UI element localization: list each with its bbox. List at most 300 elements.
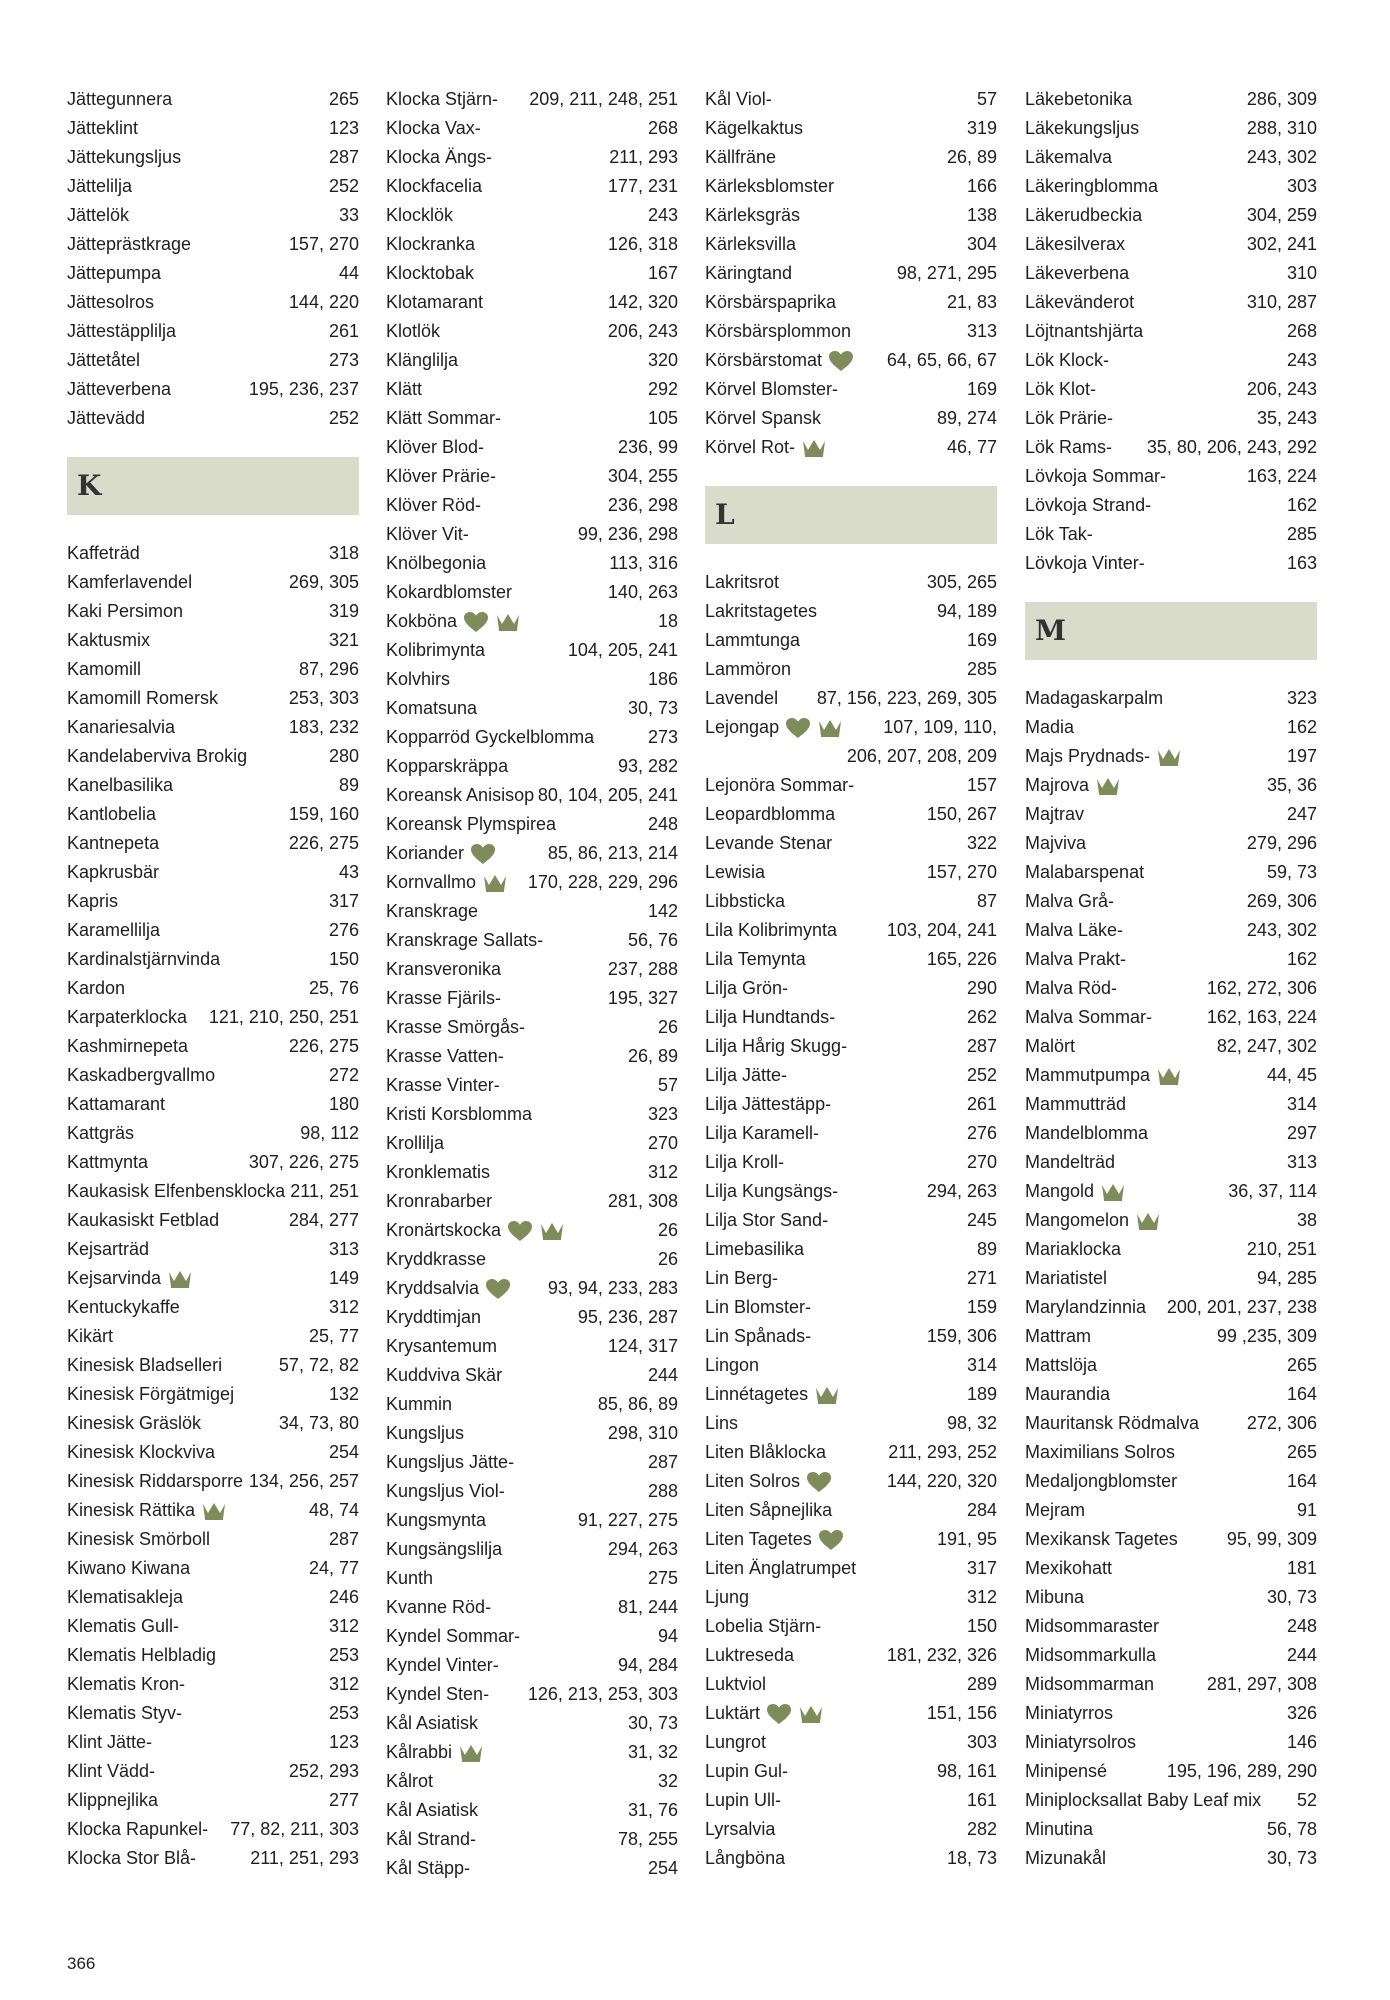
entry-pages: 35, 36 — [1266, 775, 1317, 795]
index-entry — [386, 868, 678, 897]
entry-name: Kaki Persimon — [67, 601, 184, 621]
entry-pages: 297 — [1286, 1123, 1317, 1143]
index-entry — [1025, 945, 1317, 974]
entry-name-group — [705, 346, 854, 375]
index-entry — [67, 1699, 359, 1728]
entry-name-group — [705, 655, 791, 684]
entry-pages: 169 — [966, 379, 997, 399]
index-entry — [705, 1728, 997, 1757]
entry-pages: 195, 196, 289, 290 — [1166, 1761, 1317, 1781]
index-entry — [1025, 1554, 1317, 1583]
entry-name-group — [705, 1380, 840, 1409]
entry-name: Lin Spånads- — [705, 1326, 812, 1346]
section-letter-heading — [705, 486, 997, 544]
entry-name-group — [386, 1419, 464, 1448]
entry-pages: 286, 309 — [1246, 89, 1317, 109]
entry-name-group — [705, 713, 843, 742]
entry-name: Klockfacelia — [386, 176, 483, 196]
entry-name-group — [67, 1815, 208, 1844]
entry-name-group — [705, 945, 806, 974]
entry-pages: 243, 302 — [1246, 147, 1317, 167]
index-entry — [1025, 1090, 1317, 1119]
entry-pages: 252 — [328, 408, 359, 428]
index-entry — [386, 926, 678, 955]
index-column-3 — [705, 85, 997, 1873]
entry-pages: 57 — [976, 89, 997, 109]
entry-name-group — [386, 1042, 504, 1071]
entry-name: Malabarspenat — [1025, 862, 1145, 882]
entry-name: Malört — [1025, 1036, 1076, 1056]
entry-name: Libbsticka — [705, 891, 786, 911]
entry-name-group — [1025, 404, 1113, 433]
entry-pages: 321 — [328, 630, 359, 650]
entry-name-group — [386, 114, 481, 143]
entry-pages: 57, 72, 82 — [278, 1355, 359, 1375]
entry-name-group — [67, 404, 145, 433]
entry-pages: 243 — [647, 205, 678, 225]
entry-name: Klocka Rapunkel- — [67, 1819, 209, 1839]
entry-name-group — [386, 375, 422, 404]
index-entry — [67, 288, 359, 317]
index-entry — [386, 1593, 678, 1622]
entry-pages: 44, 45 — [1266, 1065, 1317, 1085]
entry-pages: 200, 201, 237, 238 — [1166, 1297, 1317, 1317]
entry-pages: 24, 77 — [308, 1558, 359, 1578]
entry-pages: 248 — [647, 814, 678, 834]
index-entry — [386, 259, 678, 288]
index-entry — [67, 1757, 359, 1786]
index-entry — [705, 259, 997, 288]
index-entry — [67, 375, 359, 404]
entry-name: Långböna — [705, 1848, 786, 1868]
index-entry — [705, 1583, 997, 1612]
entry-name-group — [386, 1013, 525, 1042]
heart-icon — [507, 1220, 533, 1242]
entry-name: Mibuna — [1025, 1587, 1085, 1607]
entry-pages: 26, 89 — [946, 147, 997, 167]
entry-pages: 211, 251 — [290, 1181, 359, 1201]
entry-name-group — [705, 1467, 832, 1496]
entry-name-group — [386, 694, 477, 723]
heart-icon — [485, 1278, 511, 1300]
entry-name: Kål Stäpp- — [386, 1858, 471, 1878]
entry-pages: 163, 224 — [1246, 466, 1317, 486]
entry-name-group — [705, 1264, 778, 1293]
entry-icons — [785, 717, 843, 739]
entry-pages: 169 — [966, 630, 997, 650]
index-entry — [386, 955, 678, 984]
entry-name-group — [386, 1303, 481, 1332]
entry-name: Lilja Jätte- — [705, 1065, 788, 1085]
entry-name: Maurandia — [1025, 1384, 1111, 1404]
entry-name: Källfräne — [705, 147, 777, 167]
entry-name-group — [67, 1090, 165, 1119]
heart-icon — [818, 1529, 844, 1551]
index-entry — [386, 1274, 678, 1303]
entry-pages: 304, 259 — [1246, 205, 1317, 225]
index-entry — [705, 1641, 997, 1670]
entry-name: Lakritsrot — [705, 572, 780, 592]
entry-name-group — [67, 1119, 134, 1148]
entry-pages: 253 — [328, 1703, 359, 1723]
entry-name: Klöver Vit- — [386, 524, 469, 544]
entry-pages: 142, 320 — [607, 292, 678, 312]
entry-name: Miniatyrros — [1025, 1703, 1114, 1723]
entry-name-group — [67, 742, 247, 771]
entry-name: Klint Jätte- — [67, 1732, 153, 1752]
entry-pages: 150, 267 — [926, 804, 997, 824]
entry-name: Limebasilika — [705, 1239, 805, 1259]
entry-name: Lök Klock- — [1025, 350, 1110, 370]
entry-name-group — [705, 800, 835, 829]
index-entry — [386, 1419, 678, 1448]
index-entry — [386, 230, 678, 259]
entry-name: Lilja Hårig Skugg- — [705, 1036, 848, 1056]
entry-name-group — [1025, 1380, 1110, 1409]
entry-pages: 279, 296 — [1246, 833, 1317, 853]
index-entry — [386, 694, 678, 723]
entry-name-group — [67, 1699, 182, 1728]
index-entry — [67, 1003, 359, 1032]
entry-name-group — [386, 1680, 489, 1709]
entry-name-group — [386, 549, 486, 578]
index-entry — [1025, 230, 1317, 259]
entry-name-group — [386, 1158, 490, 1187]
entry-name: Klotamarant — [386, 292, 484, 312]
index-entry — [67, 404, 359, 433]
entry-pages: 164 — [1286, 1471, 1317, 1491]
index-entry — [386, 984, 678, 1013]
index-entry — [67, 1322, 359, 1351]
index-entry — [1025, 85, 1317, 114]
entry-name-group — [386, 520, 469, 549]
index-entry — [1025, 916, 1317, 945]
entry-pages: 161 — [966, 1790, 997, 1810]
entry-name: Krasse Vatten- — [386, 1046, 504, 1066]
entry-name: Lins — [705, 1413, 739, 1433]
entry-icons — [470, 843, 496, 865]
entry-name-group — [67, 1409, 201, 1438]
entry-name: Körsbärspaprika — [705, 292, 837, 312]
entry-name-group — [67, 1177, 285, 1206]
entry-name: Jättepumpa — [67, 263, 162, 283]
entry-pages: 180 — [328, 1094, 359, 1114]
entry-name-group — [386, 201, 453, 230]
entry-pages: 181 — [1286, 1558, 1317, 1578]
entry-name: Läkevänderot — [1025, 292, 1135, 312]
index-entry — [705, 568, 997, 597]
index-entry — [1025, 288, 1317, 317]
entry-name-group — [1025, 713, 1074, 742]
entry-name-group — [705, 1786, 781, 1815]
entry-name: Klätt — [386, 379, 423, 399]
entry-name: Kanariesalvia — [67, 717, 176, 737]
entry-pages: 312 — [647, 1162, 678, 1182]
entry-name: Kopparskräppa — [386, 756, 509, 776]
index-entry — [386, 520, 678, 549]
entry-pages: 276 — [966, 1123, 997, 1143]
entry-name-group — [1025, 742, 1182, 771]
entry-pages: 304 — [966, 234, 997, 254]
entry-pages: 186 — [647, 669, 678, 689]
index-entry — [67, 1409, 359, 1438]
section-letter: M — [1035, 614, 1066, 647]
entry-pages: 26 — [657, 1249, 678, 1269]
index-entry — [67, 201, 359, 230]
entry-name: Klocka Vax- — [386, 118, 481, 138]
entry-name: Läkemalva — [1025, 147, 1113, 167]
index-entry — [705, 655, 997, 684]
entry-name-group — [705, 568, 779, 597]
entry-name: Körvel Blomster- — [705, 379, 839, 399]
entry-pages: 123 — [328, 1732, 359, 1752]
index-entry — [67, 1786, 359, 1815]
entry-name-group — [67, 626, 150, 655]
index-entry — [705, 1670, 997, 1699]
entry-pages: 162, 272, 306 — [1206, 978, 1317, 998]
entry-name-group — [705, 1844, 785, 1873]
entry-pages: 94, 189 — [936, 601, 997, 621]
index-entry — [67, 172, 359, 201]
entry-name: Kyndel Sten- — [386, 1684, 490, 1704]
entry-icons — [814, 1385, 840, 1405]
entry-name: Jätteprästkrage — [67, 234, 192, 254]
index-entry — [386, 462, 678, 491]
entry-name: Malva Läke- — [1025, 920, 1124, 940]
entry-pages: 104, 205, 241 — [567, 640, 678, 660]
index-entry — [67, 1148, 359, 1177]
index-entry — [1025, 1293, 1317, 1322]
entry-name-group — [67, 1438, 215, 1467]
entry-pages: 26 — [657, 1017, 678, 1037]
entry-name-group — [386, 1071, 500, 1100]
entry-name: Lilja Jättestäpp- — [705, 1094, 832, 1114]
index-entry — [1025, 1409, 1317, 1438]
entry-pages: 313 — [966, 321, 997, 341]
index-entry — [705, 1003, 997, 1032]
entry-pages: 82, 247, 302 — [1216, 1036, 1317, 1056]
entry-name: Lilja Kungsängs- — [705, 1181, 839, 1201]
entry-name: Mexikohatt — [1025, 1558, 1113, 1578]
entry-name-group — [705, 230, 796, 259]
index-entry — [67, 1525, 359, 1554]
entry-pages: 95, 99, 309 — [1226, 1529, 1317, 1549]
index-entry — [1025, 491, 1317, 520]
index-entry — [705, 346, 997, 375]
entry-pages: 43 — [338, 862, 359, 882]
index-entry — [1025, 1728, 1317, 1757]
entry-name: Klänglilja — [386, 350, 459, 370]
entry-name-group — [705, 858, 765, 887]
index-entry — [386, 607, 678, 636]
index-entry — [386, 1071, 678, 1100]
index-entry — [67, 1728, 359, 1757]
index-entry — [386, 1796, 678, 1825]
entry-name: Klematisakleja — [67, 1587, 184, 1607]
entry-pages: 26, 89 — [627, 1046, 678, 1066]
entry-pages: 254 — [647, 1858, 678, 1878]
entry-icons — [482, 873, 508, 893]
entry-pages: 290 — [966, 978, 997, 998]
index-entry — [386, 810, 678, 839]
entry-name: Läkeringblomma — [1025, 176, 1159, 196]
entry-name-group — [386, 636, 485, 665]
index-entry — [705, 800, 997, 829]
entry-name-group — [705, 317, 851, 346]
entry-name-group — [67, 1670, 185, 1699]
entry-pages: 285 — [1286, 524, 1317, 544]
index-entry — [386, 491, 678, 520]
entry-name-group — [67, 1554, 190, 1583]
entry-name: Leopardblomma — [705, 804, 836, 824]
index-entry — [386, 1100, 678, 1129]
entry-name: Mariatistel — [1025, 1268, 1108, 1288]
entry-pages: 209, 211, 248, 251 — [529, 89, 678, 109]
index-entry — [705, 1844, 997, 1873]
entry-pages: 46, 77 — [946, 437, 997, 457]
crown-icon — [1156, 1066, 1182, 1086]
entry-pages: 302, 241 — [1246, 234, 1317, 254]
entry-name-group — [1025, 375, 1096, 404]
entry-pages: 157 — [966, 775, 997, 795]
index-entry — [386, 114, 678, 143]
entry-name: Lövkoja Vinter- — [1025, 553, 1145, 573]
entry-pages: 312 — [966, 1587, 997, 1607]
index-entry — [1025, 1525, 1317, 1554]
entry-name-group — [1025, 1438, 1175, 1467]
entry-name-group — [705, 1177, 838, 1206]
entry-name: Krasse Vinter- — [386, 1075, 500, 1095]
entry-pages: 32 — [657, 1771, 678, 1791]
entry-name: Lök Tak- — [1025, 524, 1093, 544]
entry-name-group — [705, 597, 817, 626]
entry-name-group — [1025, 1815, 1093, 1844]
index-entry — [1025, 858, 1317, 887]
entry-pages: 269, 305 — [288, 572, 359, 592]
index-entry — [67, 1032, 359, 1061]
entry-name-group — [705, 684, 778, 713]
index-entry — [67, 1554, 359, 1583]
entry-name-group — [386, 1825, 476, 1854]
entry-pages: 36, 37, 114 — [1228, 1181, 1317, 1201]
entry-name: Kyndel Vinter- — [386, 1655, 499, 1675]
crown-icon — [201, 1501, 227, 1521]
entry-pages: 319 — [328, 601, 359, 621]
entry-name: Läkesilverax — [1025, 234, 1126, 254]
entry-name-group — [1025, 1090, 1126, 1119]
entry-name-group — [386, 346, 458, 375]
entry-name: Lejongap — [705, 717, 780, 737]
entry-pages: 78, 255 — [617, 1829, 678, 1849]
index-entry — [386, 143, 678, 172]
entry-pages: 312 — [328, 1674, 359, 1694]
entry-name-group — [386, 1738, 484, 1767]
entry-icons — [463, 611, 521, 633]
entry-pages: 105 — [647, 408, 678, 428]
entry-name: Mammutträd — [1025, 1094, 1127, 1114]
index-entry — [705, 1148, 997, 1177]
entry-pages: 317 — [328, 891, 359, 911]
entry-pages: 121, 210, 250, 251 — [208, 1007, 359, 1027]
index-entry — [67, 1815, 359, 1844]
entry-pages: 162 — [1286, 717, 1317, 737]
entry-pages: 313 — [328, 1239, 359, 1259]
entry-name-group — [386, 1448, 514, 1477]
entry-name-group — [67, 1380, 234, 1409]
index-entry — [386, 1129, 678, 1158]
entry-name-group — [386, 491, 481, 520]
entry-name: Mattslöja — [1025, 1355, 1098, 1375]
entry-name: Kinesisk Riddarsporre — [67, 1471, 244, 1491]
entry-name: Lök Klot- — [1025, 379, 1097, 399]
entry-name-group — [67, 1641, 216, 1670]
entry-pages: 98, 161 — [936, 1761, 997, 1781]
entry-name-group — [1025, 1699, 1113, 1728]
entry-name: Majviva — [1025, 833, 1087, 853]
entry-name-group — [1025, 1061, 1182, 1090]
entry-name-group — [67, 1293, 180, 1322]
index-entry — [705, 1351, 997, 1380]
index-entry — [705, 945, 997, 974]
index-entry — [67, 1670, 359, 1699]
entry-name: Lök Rams- — [1025, 437, 1113, 457]
entry-name-group — [67, 1003, 187, 1032]
entry-name: Jättegunnera — [67, 89, 173, 109]
index-entry — [386, 1448, 678, 1477]
entry-name-group — [1025, 829, 1086, 858]
entry-name: Kummin — [386, 1394, 453, 1414]
index-entry — [1025, 1177, 1317, 1206]
entry-pages: 253 — [328, 1645, 359, 1665]
entry-pages: 281, 297, 308 — [1206, 1674, 1317, 1694]
entry-pages: 288 — [647, 1481, 678, 1501]
index-entry — [1025, 1061, 1317, 1090]
entry-name-group — [1025, 1351, 1097, 1380]
entry-name: Kål Asiatisk — [386, 1800, 479, 1820]
entry-pages: 159, 306 — [926, 1326, 997, 1346]
entry-pages: 162 — [1286, 495, 1317, 515]
crown-icon — [814, 1385, 840, 1405]
index-entry — [67, 858, 359, 887]
entry-name: Mauritansk Rödmalva — [1025, 1413, 1200, 1433]
index-entry — [1025, 1380, 1317, 1409]
entry-name-group — [1025, 259, 1129, 288]
entry-name-group — [1025, 1003, 1152, 1032]
index-entry — [386, 1187, 678, 1216]
entry-pages: 303 — [1286, 176, 1317, 196]
entry-name-group — [67, 1264, 193, 1293]
entry-name: Kashmirnepeta — [67, 1036, 189, 1056]
index-entry — [67, 655, 359, 684]
entry-name: Kejsarträd — [67, 1239, 150, 1259]
index-entry — [386, 781, 678, 810]
entry-pages: 319 — [966, 118, 997, 138]
entry-name-group — [1025, 858, 1144, 887]
entry-pages: 124, 317 — [607, 1336, 678, 1356]
entry-pages: 281, 308 — [607, 1191, 678, 1211]
entry-name: Kornvallmo — [386, 872, 477, 892]
entry-pages: 252 — [328, 176, 359, 196]
entry-pages: 271 — [966, 1268, 997, 1288]
entry-name: Kristi Korsblomma — [386, 1104, 533, 1124]
entry-name-group — [705, 1554, 856, 1583]
index-entry — [67, 945, 359, 974]
entry-name-group — [705, 974, 788, 1003]
entry-name: Kokböna — [386, 611, 458, 631]
entry-pages: 312 — [328, 1297, 359, 1317]
entry-name-group — [67, 771, 173, 800]
entry-name-group — [386, 1245, 486, 1274]
